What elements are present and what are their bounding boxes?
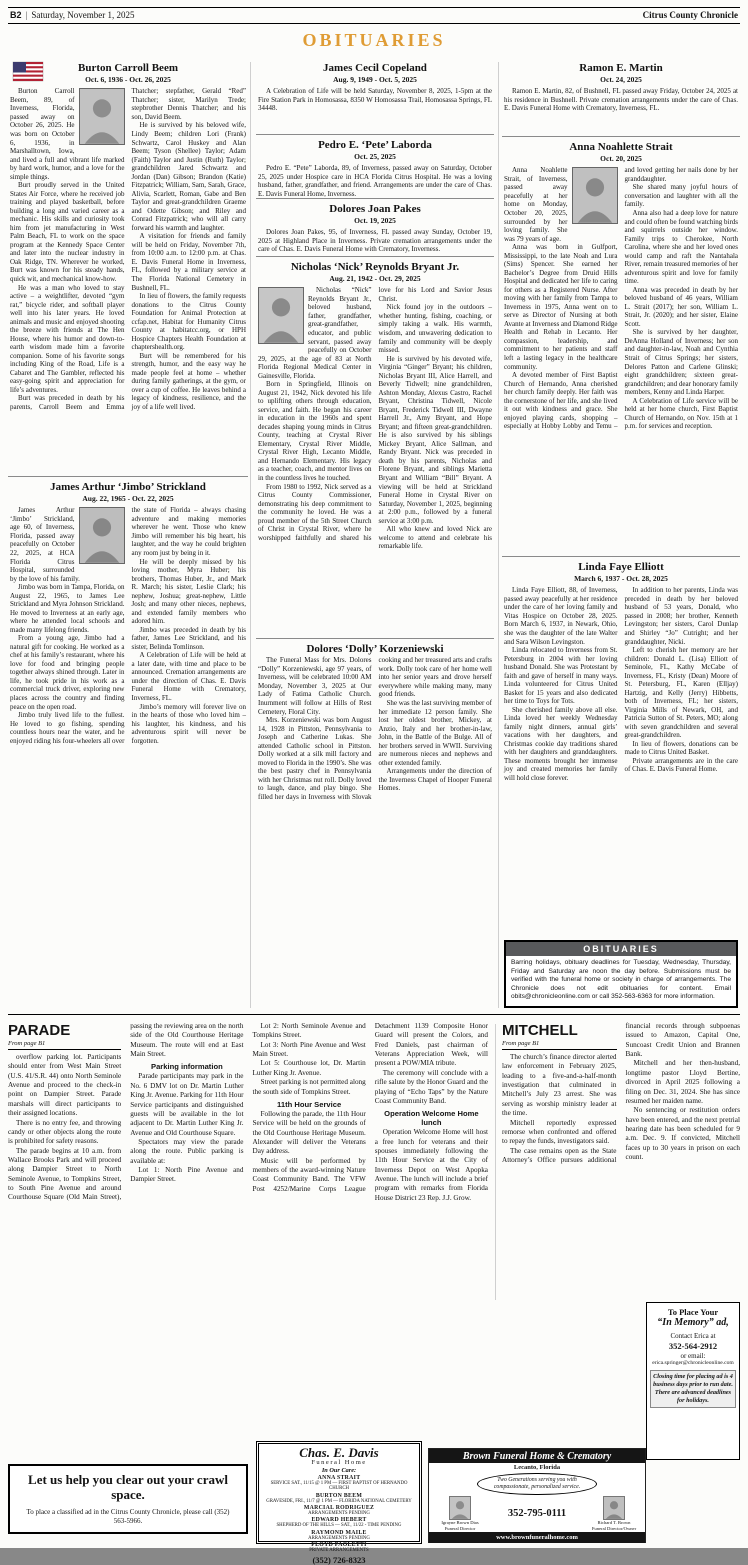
mitchell-title: MITCHELL: [502, 1022, 578, 1039]
obituary-body: [258, 228, 492, 254]
subheading: 11th Hour Service: [277, 1099, 342, 1109]
paragraph: Lot 2: North Seminole Avenue and Tompkins Street.: [252, 1022, 366, 1040]
paragraph: A visitation for friends and family will be held on Friday, November 7th, from 10:00 a.m. to 12:00 p.m. at Chas. E. Davis Funeral Home in Inverness, FL, followed by a military service at The Florida National Cemetery in Bushnell, FL.: [131, 232, 246, 292]
obit-column-right: [502, 58, 740, 1010]
paragraph: Anna also had a deep love for nature and could often be found watching birds and squirrels outside her window. Family trips to Cherokee, North Carolina, where she and her loved ones would camp and raft the Nantahala River, remain treasured memories of her adventurous spirit and love for family time.: [624, 208, 738, 286]
masthead: [8, 7, 740, 24]
paragraph: Following the parade, the 11th Hour Service will be held on the grounds of the Old Courthouse Heritage Museum. Alexander will deliver the Veterans Day address.: [252, 1109, 366, 1156]
paragraph: The ceremony will conclude with a rifle salute by the Honor Guard and the playing of “Echo Taps” by the Nature Coast Community Band.: [374, 1068, 488, 1105]
paragraph: ARRANGEMENTS PENDING: [308, 1511, 370, 1517]
paragraph: There is no entry fee, and throwing candy or other objects along the route is prohibited for safety reasons.: [8, 1118, 122, 1146]
obituary-body: [258, 87, 492, 113]
obituary-name: Burton Carroll Beem: [77, 62, 178, 74]
obituary-dates: Oct. 24, 2025: [600, 75, 642, 85]
masthead-separator: |: [25, 10, 28, 20]
in-memory-line1: To Place Your: [667, 1307, 719, 1317]
paragraph: SERVICE SAT., 11/15 @ 1 PM — FIRST BAPTIST OF HERNANDO CHURCH: [270, 1481, 408, 1492]
davis-ad-phone: (352) 726-8323: [312, 1554, 366, 1565]
brown-ad-left-figure: [433, 1496, 487, 1531]
paragraph: Spectators may view the parade along the route. Public parking is available at:: [130, 1137, 244, 1165]
obituary-dates: Oct. 6, 1936 - Oct. 26, 2025: [85, 75, 171, 85]
obituary-body: [504, 166, 738, 430]
obituary-name: James Arthur ‘Jimbo’ Strickland: [50, 481, 206, 493]
paragraph: No sentencing or restitution orders have been entered, and the next pretrial hearing date has been scheduled for 9 a.m. Dec. 9. If convicted, Mitchell faces up to 30 years in prison on each count.: [625, 1106, 740, 1162]
paragraph: She cherished family above all else. Linda loved her weekly Wednesday family night dinners, annual girls’ vacations with her daughters, and Christmas cookie day traditions shared with her daughters and granddaughters. These moments brought her immense joy and created memories her family will hold close forever.: [504, 705, 618, 782]
paragraph: In addition to her parents, Linda was preceded in death by her beloved husband of 53 years, Donald, who passed in 2008; her brother, Kenneth Levingston; her sisters, Carol Dunlap and Shirley “Jo” Cutright; and her granddaughter, Nicki.: [624, 586, 738, 646]
page-number: B2: [10, 10, 22, 20]
column-divider: [498, 62, 499, 1008]
in-memory-ad: [646, 1302, 740, 1460]
brown-ad-left-role: Funeral Director: [444, 1525, 476, 1531]
paragraph: James Arthur ‘Jimbo’ Strickland, age 60, of Inverness, Florida, passed away peacefully on October 22, 2025, at HCA Florida Citrus Hospital, surrounded by the love of his family.: [10, 506, 80, 583]
paragraph: Lot 1: North Pine Avenue and Dampier Street.: [130, 1166, 244, 1184]
section-divider-rule: [8, 1014, 740, 1015]
paragraph: A Celebration of Life service will be held at her home church, First Baptist Church of Hernando, on Nov. 15th at 1 p.m. for services and reception.: [624, 396, 738, 431]
obituary-name: Ramon E. Martin: [579, 62, 663, 74]
brown-ad-tagline: Two Generations serving you with compassionate, personalized service.: [477, 1473, 597, 1495]
paragraph: She is survived by her daughter, DeAnna Holland of Inverness; her son and daughter-in-law, Noah and Cynthia Strait of Citrus Springs; her sisters, Delores Patton and Carlene Glinski; eight grandchildren; sixteen great-grandchildren; and dear honorary family members, Kenny and Linda Harper.: [624, 328, 739, 397]
davis-funeral-home-ad: [256, 1441, 422, 1565]
paragraph: Lot 3: North Pine Avenue and West Main Street.: [252, 1040, 366, 1059]
obituary-name: Anna Noahlette Strait: [569, 141, 673, 153]
paragraph: Pedro E. “Pete” Laborda, 89, of Inverness, passed away on Saturday, October 25, 2025 under Hospice care in HCA Florida Citrus Hospital. He was a loving husband, father, grandfather, and friend. Arrangements are under the care of Chas. E. Davis Funeral Home, Inverness.: [258, 164, 492, 198]
subheading: Operation Welcome Home lunch: [384, 1109, 479, 1128]
paragraph: PRIVATE ARRANGEMENTS: [309, 1548, 369, 1554]
brown-ad-bottom-row: [429, 1496, 645, 1532]
in-memory-email: erica.springer@chronicleonline.com: [652, 1359, 734, 1366]
paragraph: From 1980 to 1992, Nick served as a Citrus County Commissioner, demonstrating his deep commitment to the community he loved. He was a proud member of the 5th Street Church of Christ in Crystal River, where he worshipped faithfully and shared his love for his Lord and Savior Jesus Christ.: [258, 286, 492, 542]
parade-from-page: From page B1: [8, 1040, 46, 1047]
paragraph: A devoted member of First Baptist Church of Hernando, Anna cherished her church family deeply. Her faith was the cornerstone of her life, and she lived it out with kindness and grace. She enjoyed playing cards, shopping – especially at Hobby Lobby and Temu – and loved getting her nails done by her granddaughter.: [504, 166, 738, 431]
obit-column-left: [8, 58, 248, 1010]
column-divider: [495, 1024, 496, 1300]
paragraph: Nick found joy in the outdoors – whether hunting, fishing, coaching, or simply taking a walk. His warmth, wisdom, and unwavering dedication to family and community will be deeply missed.: [378, 303, 492, 355]
paragraph: From a young age, Jimbo had a natural gift for cooking. He worked as a chef at his family’s restaurant, where his love for food and bringing people together always shined through. Later in life, he took pride in his work as a commercial truck driver, exploring new places across the country and finding peace on the open road.: [10, 634, 125, 711]
obituaries-section-head: [8, 30, 740, 51]
paragraph: ARRANGEMENTS PENDING: [308, 1535, 370, 1541]
paragraph: Anna was preceded in death by her beloved husband of 46 years, William L. Strait (2017); her son, William L. Strait, Jr. (2020); and her sister, Elaine Scott.: [624, 285, 738, 328]
section-title: OBITUARIES: [302, 30, 446, 50]
brown-ad-name: Brown Funeral Home & Crematory: [429, 1449, 645, 1463]
obituary-text: [10, 506, 246, 745]
obituary-deadlines-box: [504, 940, 738, 1008]
portrait-photo: [79, 507, 125, 564]
paragraph: Parade participants may park in the No. 6 DMV lot on Dr. Martin Luther King Jr. Avenue. Parking for 11th Hour Service participants and distinguished guests will be available in the lot adjacent to Dr. Martin Luther King Jr. Avenue and Old Courthouse Square.: [130, 1072, 244, 1137]
davis-ad-name: Chas. E. Davis: [299, 1445, 379, 1460]
paragraph: He is survived by his devoted wife, Virginia “Ginger” Bryant; his children, Nicholas Bryant III, Alice Harrell, and Beverly Tidwell; nine grandchildren, Ashton Monday, Alexus Castro, Rachel Bryant, Christina Tidwell, Nicole Bryant, Frederick Tidwell III, Dwayne Harrell Jr., Amy Bryant, and Hope Bryant; and fifteen great-grandchildren. He is also survived by his siblings Mickey Bryant, Alice Sallman, and Randy Bryant. Nick was preceded in death by his parents, Nicholas and Florene Bryant, and siblings Marietta Bryant and William “Bill” Bryant. A viewing will be held at Strickland Funeral Home in Crystal River on Saturday, November 1, 2025, beginning at 2:00 p.m., followed by a funeral service at 3:00 p.m.: [378, 354, 492, 525]
in-memory-phone: 352-564-2912: [668, 1340, 718, 1351]
obituary-anna-noahlette-strait: [502, 136, 740, 556]
obituary-name: Dolores Joan Pakes: [329, 203, 421, 215]
paragraph: Private arrangements are in the care of Chas. E. Davis Funeral Home.: [624, 756, 738, 774]
crawl-ad-headline: Let us help you clear out your crawl space.: [28, 1472, 228, 1502]
obituary-nicholas-nick-reynolds-bryant-jr: [256, 256, 494, 638]
brown-ad-location: Lecanto, Florida: [513, 1464, 561, 1471]
obituary-text: [258, 87, 492, 113]
brown-ad-website: www.brownfuneralhome.com: [429, 1532, 645, 1543]
subheading: FLOYD PAOLETTI: [311, 1542, 367, 1549]
obituary-dates: Oct. 20, 2025: [600, 154, 642, 164]
brown-ad-right-caption: Richard T. Brown: [597, 1520, 631, 1526]
obituary-dates: Aug. 22, 1965 - Oct. 22, 2025: [82, 494, 174, 504]
paragraph: Music will be performed by members of the award-winning Nature Coast Community Band. The VFW Post 4252/Marine Corps League Detachment 1139 Composite Honor Guard will present the Colors, and Fred Daniels, past chairman of Veterans Appreciation Week, will present a POW/MIA tribute.: [252, 1022, 488, 1193]
paragraph: He will be deeply missed by his loving mother, Myra Huber; his brothers, Thomas Huber, Jr., and Mark R. March; his sister, Leslie Clark; his nephew, Joshua; great-nephew, Little Josh; and many other nieces, nephews, and extended family members who adored him.: [131, 557, 246, 626]
obituary-james-cecil-copeland: [256, 58, 494, 134]
crawl-space-house-ad: [8, 1464, 248, 1534]
portrait-photo: [572, 167, 618, 224]
obituary-body: [504, 586, 738, 782]
obituary-body: [504, 87, 738, 113]
obituary-text: [258, 656, 492, 801]
portrait-photo: [603, 1496, 625, 1520]
davis-ad-care-label: In Our Care:: [321, 1467, 357, 1474]
obituary-pedro-pete-laborda: [256, 134, 494, 198]
paragraph: Anna was born in Gulfport, Mississippi, to the late Noah and Lura (Sims) Spencer. She earned her Bachelor’s Degree from Druid Hills Hospital and dedicated her life to caring for others as a Registered Nurse. After moving with her family from Tampa to Inverness in 1975, Anna went on to serve as Director of Nursing at both Avante at Inverness and Diamond Ridge Health and Rehab in Lecanto. Her compassion, leadership, and commitment to her patients and staff left a lasting legacy in the healthcare community.: [504, 243, 618, 371]
paragraph: Burton Carroll Beem, 89, of Inverness, Florida, passed away on October 26, 2025. He was born on October 6, 1936, in Marshalltown, Iowa, and lived a full and vibrant life marked by hard work, humor, and a love for the simple things.: [10, 87, 125, 181]
paragraph: Jimbo was preceded in death by his father, James Lee Strickland, and his sister, Belinda Tomlinson.: [131, 625, 246, 651]
publication-name: Citrus County Chronicle: [642, 10, 738, 20]
paragraph: The Funeral Mass for Mrs. Dolores “Dolly” Korzeniewski, age 97 years, of Inverness, will be celebrated 10:00 AM Monday, November 3, 2025 at Our Lady of Fatima Catholic Church. Inurnment will follow at Hills of Rest Cemetery, Floral City.: [258, 656, 372, 716]
subheading: MARCIAL RODRIGUEZ: [303, 1505, 375, 1512]
davis-ad-care-list: [263, 1475, 415, 1554]
obituary-linda-faye-elliott: [502, 556, 740, 922]
paragraph: Mitchell reportedly expressed remorse when confronted and offered to repay the funds, investigators said.: [502, 1118, 617, 1146]
paragraph: Burt will be remembered for his strength, humor, and the easy way he made people feel at home – whether during family gatherings, at the gym, or over a cup of coffee. He leaves behind a legacy of kindness, resilience, and the joy of a life well lived.: [131, 351, 246, 411]
paragraph: Anna Noahlette Strait, of Inverness, passed away peacefully at her home on Monday, October 20, 2025, surrounded by her loving family. She was 79 years of age.: [504, 166, 568, 243]
portrait-photo: [449, 1496, 471, 1520]
paragraph: Dolores Joan Pakes, 95, of Inverness, FL passed away Sunday, October 19, 2025 at Highland Place in Inverness. Private cremation arrangements under the care of Chas. E. Davis Funeral Home with Crematory, Inverness.: [258, 228, 492, 254]
obituary-body: [258, 656, 492, 801]
obituary-dates: Aug. 21, 1942 - Oct. 29, 2025: [329, 274, 421, 284]
obituary-dates: Oct. 25, 2025: [354, 152, 396, 162]
paragraph: SHEPHERD OF THE HILLS — SAT., 11/22 - TIME PENDING: [276, 1523, 402, 1529]
deadlines-box-text: Barring holidays, obituary deadlines for Tuesday, Wednesday, Thursday, Friday and Saturday are noon the day before. Submissions must be verified with the funeral home or society in charge of arrangements. The Chronicle does not edit obituaries for content. Email obits@chronicleonline.com or call 352-563-6363 for more information.: [511, 959, 731, 1001]
paragraph: He was a man who loved to stay active – a weightlifter, devoted “gym rat,” bicycle rider, and softball player well into his later years. He loved animals and music and enjoyed shooting the breeze with friends at The Hen House, where his humor and down-to-earth wisdom made him a favorite companion. Some of his favorite songs including King of the Road, Life is a Cabaret and The Gambler, reflected his easy-going spirit and appreciation for life’s adventures.: [10, 283, 125, 394]
obituary-text: [258, 228, 492, 254]
paragraph: Mitchell and her then-husband, longtime pastor Lloyd Bertine, divorced in April 2025 following a filing on Dec. 31, 2024. She has since resumed her maiden name.: [625, 1059, 740, 1105]
masthead-date: Saturday, November 1, 2025: [31, 10, 135, 20]
paragraph: Street parking is not permitted along the south side of Tompkins Street.: [252, 1078, 366, 1096]
paragraph: Born in Springfield, Illinois on August 21, 1942, Nick devoted his life to uplifting others through education, service, and faith. He began his career in education in the 1960s and spent decades shaping young minds in Citrus County, teaching at Crystal River Elementary, Crystal River Middle, Crystal River High, Lecanto Middle, and Hernando Elementary. His legacy as a teacher, coach, and mentor lives on in the countless lives he touched.: [258, 380, 372, 482]
paragraph: All who knew and loved Nick are welcome to attend and celebrate his remarkable life.: [378, 525, 492, 551]
parade-title: PARADE: [8, 1022, 71, 1039]
subheading: BURTON BEEM: [315, 1492, 363, 1499]
in-memory-line2: “In Memory” ad,: [657, 1317, 729, 1328]
obituary-ramon-e-martin: [502, 58, 740, 136]
mitchell-jump-head: [502, 1022, 617, 1050]
obituary-text: [258, 164, 492, 198]
crawl-ad-subtext: To place a classified ad in the Citrus County Chronicle, please call (352) 563-5966.: [26, 1507, 230, 1525]
davis-ad-subtitle: Funeral Home: [311, 1459, 367, 1466]
subheading: EDWARD HEBERT: [311, 1517, 367, 1524]
obituary-name: Nicholas ‘Nick’ Reynolds Bryant Jr.: [290, 261, 460, 273]
mitchell-continuation-article: [502, 1022, 740, 1302]
obituary-name: James Cecil Copeland: [323, 62, 427, 74]
obituary-dolores-joan-pakes: [256, 198, 494, 256]
paragraph: Jimbo was born in Tampa, Florida, on August 22, 1965, to James Lee Strickland and Myra Johnson Strickland. He moved to Inverness at an early age, where he attended local schools and made many lifelong friends.: [10, 583, 125, 634]
paragraph: The case remains open as the State Attorney’s Office pursues additional financial records through subpoenas issued to Amazon, Capital One, Suncoast Credit Union and Brannen Bank.: [502, 1022, 740, 1164]
obituary-james-arthur-jimbo-strickland: [8, 476, 248, 749]
brown-ad-phone: 352-795-0111: [507, 1508, 567, 1520]
paragraph: Nicholas “Nick” Reynolds Bryant Jr., beloved husband, father, grandfather, great-grandfather, educator, and public servant, passed away peacefully on October 29, 2025, at the age of 83 at North Florida Regional Medical Center in Gainesville, Florida.: [258, 286, 372, 380]
portrait-photo: [79, 88, 125, 145]
obituary-body: [10, 87, 246, 411]
paragraph: Arrangements under the direction of the Inverness Chapel of Hooper Funeral Homes.: [378, 767, 492, 793]
paragraph: In lieu of flowers, the family requests donations to the Citrus County Foundation for Animal Protection at ccfap.net, Habitat for Humanity Citrus County at habitatcc.org, or HPH Hospice Chapters Health Foundation at chaptershealth.org.: [131, 292, 246, 352]
paragraph: Jimbo truly lived life to the fullest. He loved to go fishing, spending countless hours near the water, and he enjoyed riding his four-wheelers all over the state of Florida – always chasing adventure and making memories wherever he went. Those who knew Jimbo will remember his big heart, his laughter, and the way he could brighten any room just by being in it.: [10, 506, 246, 745]
paragraph: Burt proudly served in the United States Air Force, where he received job training and played basketball, before building a long and varied career as a mechanic. His skills and curiosity took him from jet manufacturing in West Palm Beach, FL to work on the space program at the Kennedy Space Center and later into the nuclear industry in Oak Ridge, TN. Wherever he worked, Burt was known for his steady hands, quick wit, and mechanical know-how.: [10, 181, 125, 283]
obituary-name: Dolores ‘Dolly’ Korzeniewski: [306, 643, 444, 655]
deadlines-box-title: OBITUARIES: [506, 942, 736, 956]
paragraph: GRAVESIDE, FRI., 11/7 @ 1 PM — FLORIDA NATIONAL CEMETERY: [266, 1498, 412, 1504]
brown-ad-tagline-row: [429, 1472, 645, 1496]
obituary-body: [258, 164, 492, 198]
paragraph: The parade begins at 10 a.m. from Wallace Brooks Park and will proceed along Dampier Street to North Seminole Avenue, to Tompkins Street, to South Pine Avenue and around Courthouse Square (Old Main Street), passing the reviewing area on the north side of the Old Courthouse Heritage Museum. The route will end at East Main Street.: [8, 1022, 244, 1202]
mitchell-from-page: From page B1: [502, 1040, 540, 1047]
obituary-body: [258, 286, 492, 550]
paragraph: A Celebration of Life will be held Saturday, November 8, 2025, 1-5pm at the Fire Station Park in Homosassa, 8350 W Homosassa Trail, Homosassa Springs, FL 34448.: [258, 87, 492, 113]
obituary-dolores-dolly-korzeniewski: [256, 638, 494, 805]
paragraph: He is survived by his beloved wife, Lindy Beem; children Lori (Frank) Schwartz, Carol Huskey and Alan Beem; Tyson (Shellee) Taylor; Adam (Faith) Taylor and Justin (Ruth) Taylor; grandchildren Jared Schwartz and Jordan (Dan) Gibson; Brandon (Katie) Fitzpatrick; William, Sam, Sarah, Grace, Alivia, Scarlett, Roman, Gabe and Ben Taylor and great-grandchildren Graeme and Odette Gibson; and Riley and Conrad Fitzpatrick; who will all carry forward his warmth and laughter.: [131, 121, 246, 232]
paragraph: Left to cherish her memory are her children: Donald L. (Lisa) Elliott of Seminole, FL, Kathy McCabe of Inverness, FL, Kristy (Dean) Moore of St. Petersburg, FL, Karen (Elljay) Hartzig, and Kelly (Jerry) Hibbetts, both of Inverness, FL; her sisters, Virginia Mills of Newark, OH, and Patricia Sutton of St. Peters, MO; along with seven grandchildren and several great-grandchildren.: [624, 646, 738, 740]
paragraph: Jimbo’s memory will forever live on in the hearts of those who loved him – his laughter, his kindness, and his adventurous spirit will never be forgotten.: [131, 702, 246, 745]
brown-ad-right-figure: [587, 1496, 641, 1531]
obituary-text: [504, 586, 738, 782]
obituary-text: [10, 87, 246, 411]
paragraph: overflow parking lot. Participants should enter from West Main Street (U.S. 41/S.R. 44) onto North Seminole Avenue and proceed to the check-in point on Dampier Street. Parade marshals will direct participants to their assigned locations.: [8, 1053, 122, 1118]
paragraph: A Celebration of Life will be held at a later date, with time and place to be announced. Cremation arrangements are under the direction of Chas. E. Davis Funeral Home with Crematory, Inverness, FL.: [131, 651, 246, 702]
us-flag-icon: [13, 62, 43, 81]
paragraph: Lot 5: Courthouse lot, Dr. Martin Luther King Jr. Avenue.: [252, 1059, 366, 1077]
obituary-name: Pedro E. ‘Pete’ Laborda: [318, 139, 432, 151]
brown-ad-right-role: Funeral Director/Owner: [591, 1525, 637, 1531]
obituary-text: [504, 87, 738, 113]
paragraph: She shared many joyful hours of conversation and laughter with all the family.: [624, 183, 738, 209]
portrait-photo: [258, 287, 304, 344]
in-memory-notice: Closing time for placing ad is 4 business days prior to run date. There are advanced deadlines for holidays.: [650, 1370, 736, 1408]
paragraph: Ramon E. Martin, 82, of Bushnell, FL passed away Friday, October 24, 2025 at his residence in Bushnell. Private cremation arrangements under the care of Chas. E. Davis Funeral Home with Crematory, Inverness, FL.: [504, 87, 738, 113]
paragraph: The church’s finance director alerted law enforcement in February 2025, leading to a five-and-a-half-month investigation that culminated in Mitchell’s July 23 arrest. She was serving as worship ministry leader at the time.: [502, 1053, 617, 1118]
paragraph: Operation Welcome Home will host a free lunch for veterans and their spouses immediately following the 11th Hour Service at the City of Inverness Depot on West Apopka Avenue. The lunch will include a brief program with remarks from Florida House District 23 Rep. J.J. Grow.: [374, 1128, 488, 1202]
in-memory-email-label: or email:: [680, 1351, 706, 1360]
obituary-dates: Oct. 19, 2025: [354, 216, 396, 226]
subheading: Parking information: [151, 1062, 223, 1072]
subheading: ANNA STRAIT: [317, 1475, 361, 1481]
obituary-dates: Aug. 9, 1949 - Oct. 5, 2025: [333, 75, 417, 85]
paragraph: She was the last surviving member of her immediate 12 person family. She lost her oldest brother, Mickey, at Anzio, Italy and her brother-in-law, John, in the Battle of the Bulge. All of her brothers served in WWII. Surviving are numerous nieces and nephews and other extended family.: [378, 698, 492, 767]
paragraph: In lieu of flowers, donations can be made to Citrus United Basket.: [624, 739, 738, 757]
paragraph: Mrs. Korzeniewski was born August 14, 1928 in Pittston, Pennsylvania to Joseph and Catherine Lukas. She attended Catholic school in Pittston. Dolly worked at a silk mill factory and moved to Florida in the 1990’s. She was the best pastry chef in Pennsylvania with her Christmas nut roll. Dolly loved to laugh, dance, and play bingo. She filled her days in Inverness with Slovak cooking and her treasured arts and crafts work. Dolly took care of her home well into her senior years and drove herself everywhere while making many, many good friends.: [258, 656, 493, 801]
parade-continuation-article: [8, 1022, 488, 1460]
obituary-burton-carroll-beem: [8, 58, 248, 476]
obituary-name: Linda Faye Elliott: [578, 561, 664, 573]
obituary-body: [10, 506, 246, 745]
masthead-left: [10, 10, 134, 20]
parade-jump-head: [8, 1022, 121, 1050]
brown-funeral-home-ad: [428, 1448, 646, 1543]
obit-column-center: [256, 58, 494, 1010]
subheading: RAYMOND MAILE: [311, 1529, 367, 1536]
paragraph: Linda relocated to Inverness from St. Petersburg in 2004 with her loving husband Donald. She was Protestant by faith and gave of herself in many ways. Linda volunteered for Citrus United Basket for 15 years and also dedicated her time to Toys for Tots.: [504, 646, 618, 706]
obituary-dates: March 6, 1937 - Oct. 28, 2025: [574, 574, 668, 584]
brown-ad-left-caption: Igrayne Brown Dias: [441, 1520, 479, 1526]
paragraph: Burt was preceded in death by his parents, Carroll Beem and Emma Thatcher; stepfather, Gerald “Red” Thatcher; sister, Marilyn Trede; stepbrother Dennis Thatcher; and his son, David Beem.: [10, 87, 246, 411]
obituary-text: [504, 166, 738, 430]
paragraph: Linda Faye Elliott, 88, of Inverness, passed away peacefully at her residence under the care of her loving family and Vitas Hospice on October 28, 2025. Born March 6, 1937, in Newark, Ohio, she was the daughter of the late Walter and Sara Wilson Levingston.: [504, 586, 618, 646]
in-memory-contact: Contact Erica at: [670, 1331, 716, 1340]
column-divider: [250, 62, 251, 1008]
